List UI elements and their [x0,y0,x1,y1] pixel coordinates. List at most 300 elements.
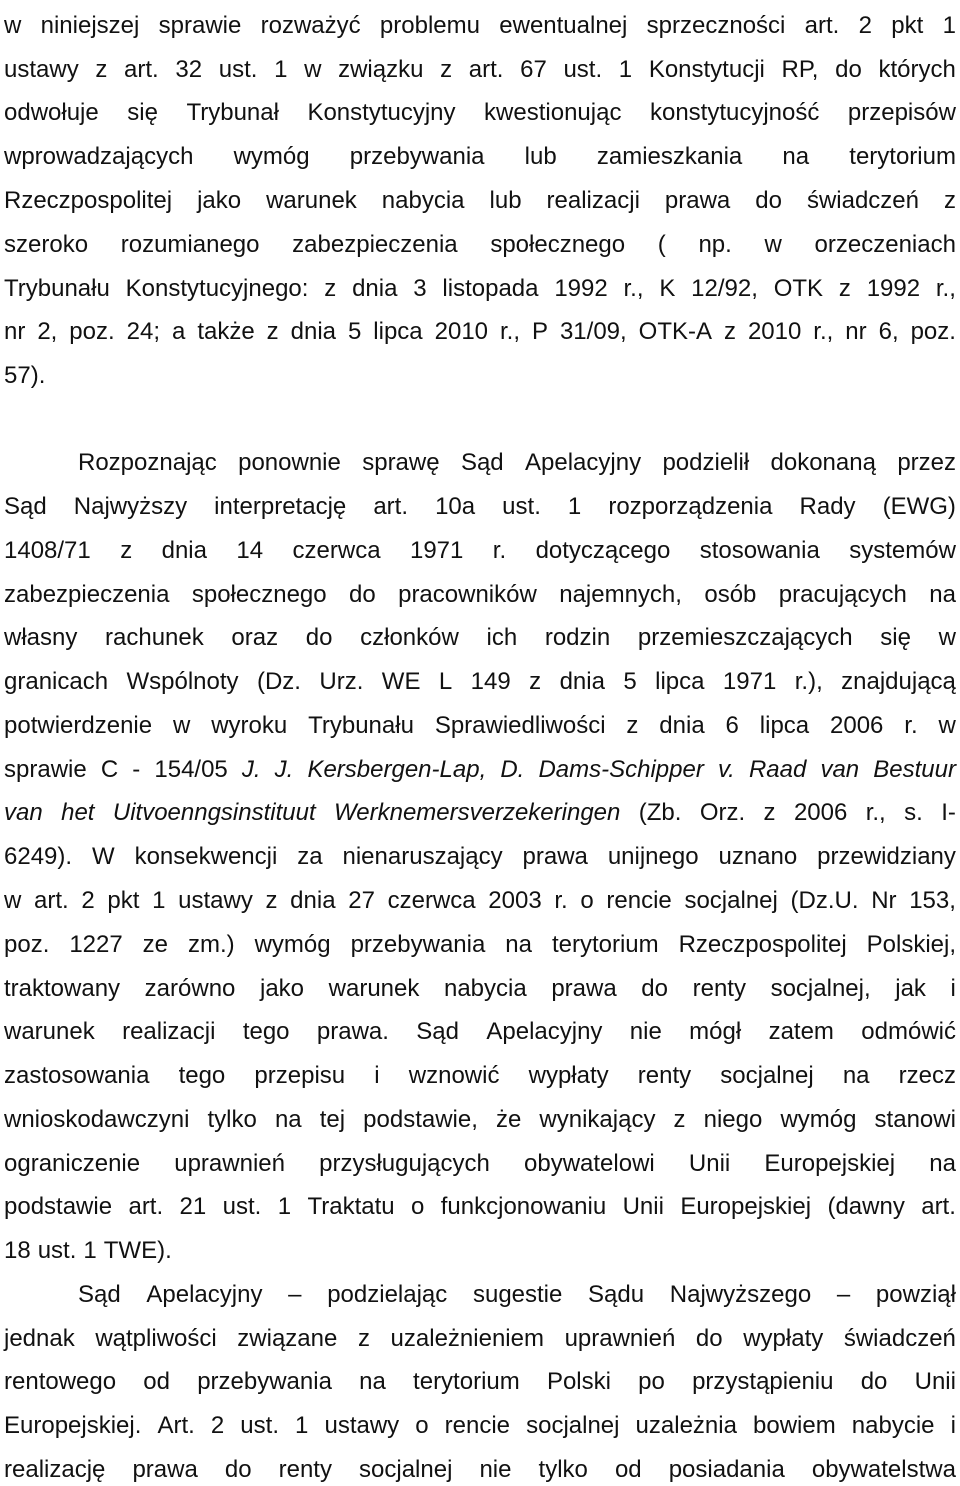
word: lub [489,187,522,214]
word: do [695,1325,723,1352]
word: het [61,799,95,826]
word: Sąd [4,493,47,520]
word: – [288,1281,302,1308]
word: Rady [799,493,856,520]
word: 6, [878,318,899,345]
word: w [938,712,956,739]
text-line [4,1148,956,1180]
word: z [838,275,851,302]
word: 2006 [830,712,884,739]
word: dnia [290,318,336,345]
word: podstawie [4,1193,113,1220]
word: szeroko [4,231,89,258]
word: Werknemersverzekeringen [334,799,621,826]
word: podzielił [662,449,750,476]
text-line [4,141,956,173]
word: przebywania [349,143,485,170]
word: warunek [328,975,420,1002]
word: jako [260,975,305,1002]
word: granicach [4,668,109,695]
word: - [132,756,141,783]
word: prawa. [316,1018,389,1045]
word: 27 [348,887,375,914]
word: ust. [37,1237,77,1264]
word: z [95,56,108,83]
word: tej [319,1106,346,1133]
word: kwestionując [484,99,622,126]
word: na [842,1062,870,1089]
word: Trybunału [308,712,414,739]
word: unijnego [607,843,699,870]
word: Dams-Schipper [538,756,704,783]
word: jak [895,975,926,1002]
word: (dawny [827,1193,905,1220]
word: prawa [664,187,731,214]
word: ust. [218,56,258,83]
word: Bestuur [873,756,956,783]
word: także [197,318,255,345]
text-line [4,579,956,611]
word: J. [241,756,261,783]
word: wnioskodawczyni [4,1106,190,1133]
word: van [4,799,43,826]
word: związane [237,1325,338,1352]
word: ( [657,231,666,258]
word: nabycia [381,187,465,214]
text-line [4,797,956,829]
word: poz. [4,931,50,958]
word: 2 [210,1412,225,1439]
word: r. [492,537,507,564]
word: ewentualnej [499,12,628,39]
text-line [4,1410,956,1442]
word: powziął [875,1281,956,1308]
word: pkt [891,12,924,39]
word: ustawy [178,887,253,914]
word: Rzeczpospolitej [678,931,847,958]
word: w [938,624,956,651]
word: art. [468,56,504,83]
word: WE [381,668,421,695]
word: lipca [373,318,423,345]
word: mógł [689,1018,742,1045]
word: jednak [4,1325,75,1352]
word: TWE). [103,1237,172,1264]
word: obywatelstwa [811,1456,956,1483]
word: dotyczącego [535,537,671,564]
word: osób [704,581,757,608]
word: C [100,756,119,783]
word: lub [524,143,557,170]
word: tylko [207,1106,257,1133]
word: art. [373,493,408,520]
word: konsekwencji [134,843,278,870]
word: 10a [435,493,476,520]
word: Konstytucyjny [307,99,456,126]
text-line [4,1235,956,1267]
text-line [4,841,956,873]
word: do [641,975,668,1002]
word: z [673,1106,686,1133]
word: nr [845,318,867,345]
word: ograniczenie [4,1150,141,1177]
word: rencie [444,1412,511,1439]
word: wynikający [539,1106,656,1133]
word: 2010 [747,318,802,345]
word: o [415,1412,429,1439]
word: Kersbergen-Lap, [307,756,487,783]
word: r.), [794,668,823,695]
word: art. [128,1193,164,1220]
word: dnia [659,712,705,739]
word: wymóg [254,931,331,958]
word: W [91,843,115,870]
word: i [374,1062,380,1089]
word: traktowany [4,975,121,1002]
word: 5 [623,668,637,695]
word: warunek [266,187,357,214]
word: Unii [914,1368,956,1395]
word: r., [623,275,644,302]
word: rencie [606,887,672,914]
word: 1 [83,1237,97,1264]
word: ustawy [324,1412,400,1439]
word: 1227 [69,931,123,958]
word: jako [197,187,242,214]
word: sprawie [158,12,242,39]
word: interpretację [214,493,347,520]
word: rodzin [544,624,611,651]
word: ust. [563,56,603,83]
word: realizacji [546,187,640,214]
word: przebywania [197,1368,332,1395]
word: realizacji [122,1018,216,1045]
text-line [4,929,956,961]
word: do [224,1456,252,1483]
word: np. [698,231,732,258]
word: 1 [152,887,166,914]
word: ust. [502,493,541,520]
word: 1 [274,56,288,83]
word: Sądu [588,1281,645,1308]
text-line [78,1279,956,1311]
word: w [304,56,322,83]
word: ze [142,931,169,958]
word: v. [717,756,735,783]
word: r., [499,318,520,345]
text-line [4,97,956,129]
word: z [943,187,956,214]
word: podstawie, [363,1106,478,1133]
word: ustawy [4,56,79,83]
word: z [266,318,279,345]
word: art. [804,12,840,39]
word: 18 [4,1237,31,1264]
text-line [4,666,956,698]
word: za [297,843,323,870]
word: Europejskiej [680,1193,812,1220]
word: których [878,56,956,83]
word: zatem [768,1018,834,1045]
word: konstytucyjność [649,99,820,126]
text-line [4,185,956,217]
word: przepisów [847,99,956,126]
text-line [4,316,956,348]
word: terytorium [551,931,659,958]
word: terytorium [849,143,956,170]
text-line [78,447,956,479]
word: na [505,931,532,958]
word: zamieszkania [596,143,743,170]
word: najemnych, [559,581,682,608]
word: dnia [352,275,398,302]
word: 1 [295,1412,309,1439]
word: wprowadzających [4,143,194,170]
word: Sąd [78,1281,121,1308]
word: od [614,1456,642,1483]
word: (EWG) [882,493,956,520]
word: własny [4,624,78,651]
word: (Dz. [256,668,301,695]
word: 3 [413,275,427,302]
word: i [950,975,956,1002]
word: od [143,1368,170,1395]
word: Orz. [699,799,746,826]
word: 21 [179,1193,207,1220]
word: rozumianego [120,231,260,258]
word: terytorium [413,1368,520,1395]
word: Raad [748,756,807,783]
word: się [127,99,158,126]
word: zastosowania [4,1062,150,1089]
word: art. [124,56,159,83]
word: a [171,318,186,345]
word: w [4,887,22,914]
word: Rozpoznając [78,449,217,476]
text-line [4,273,956,305]
word: na [782,143,810,170]
word: w [4,12,22,39]
text-line [4,491,956,523]
word: realizację [4,1456,106,1483]
word: do [860,1368,888,1395]
word: na [359,1368,386,1395]
word: Najwyższy [73,493,188,520]
word: ich [486,624,518,651]
word: r., [865,799,886,826]
word: po [638,1368,665,1395]
word: 1 [567,493,582,520]
text-line [4,360,956,392]
word: renty [278,1456,332,1483]
text-line [4,1016,956,1048]
word: D. [500,756,525,783]
word: Apelacyjny [486,1018,603,1045]
word: świadczeń [806,187,919,214]
word: świadczeń [843,1325,956,1352]
word: I- [941,799,956,826]
word: sprawie [4,756,87,783]
word: socjalnej [720,1062,814,1089]
word: z [120,537,133,564]
word: podzielając [327,1281,448,1308]
word: Polskiej, [866,931,956,958]
word: 1992 [866,275,921,302]
word: związku [338,56,424,83]
text-line [4,535,956,567]
word: 2006 [793,799,848,826]
word: (Dz.U. [790,887,859,914]
word: czerwca [292,537,381,564]
word: nabycie [851,1412,935,1439]
word: sugestie [472,1281,563,1308]
word: K [659,275,676,302]
word: 32 [175,56,203,83]
word: Sąd [416,1018,459,1045]
word: (Zb. [638,799,682,826]
word: renty [692,975,746,1002]
word: do [349,581,376,608]
word: 149 [470,668,511,695]
word: 57). [4,362,46,389]
word: posiadania [668,1456,785,1483]
word: o [411,1193,425,1220]
word: tego [178,1062,226,1089]
word: do [755,187,782,214]
word: Sprawiedliwości [434,712,606,739]
word: s. [904,799,923,826]
word: L [438,668,453,695]
word: OTK-A [638,318,712,345]
word: prawa [132,1456,198,1483]
word: przystąpieniu [692,1368,834,1395]
word: z [265,887,278,914]
word: 1408/71 [4,537,91,564]
word: i [950,1412,956,1439]
word: Unii [622,1193,664,1220]
word: uznano [718,843,798,870]
word: nabycia [443,975,527,1002]
word: Sąd [460,449,504,476]
word: Konstytucji [648,56,765,83]
word: 6249). [4,843,73,870]
text-line [4,1104,956,1136]
word: poz. [910,318,956,345]
word: odmówić [861,1018,956,1045]
word: r., [935,275,956,302]
word: ust. [240,1412,279,1439]
word: Europejskiej. [4,1412,142,1439]
word: rozważyć [260,12,361,39]
word: Polski [546,1368,611,1395]
text-line [4,1060,956,1092]
word: Art. [157,1412,195,1439]
word: socjalnej [526,1412,620,1439]
word: uprawnień [564,1325,676,1352]
word: Uitvoenngsinstituut [112,799,316,826]
word: nie [629,1018,662,1045]
text-line [4,1366,956,1398]
word: 1992 [554,275,608,302]
word: znajdującą [841,668,956,695]
word: funkcjonowaniu [440,1193,607,1220]
text-line [4,754,956,786]
word: 24; [126,318,161,345]
word: 1 [942,12,956,39]
word: socjalnej [359,1456,453,1483]
word: Traktatu [307,1193,395,1220]
word: przysługujących [319,1150,490,1177]
word: Najwyższego [669,1281,812,1308]
word: r. [904,712,918,739]
word: niniejszej [40,12,140,39]
word: art. [921,1193,956,1220]
word: sprawę [362,449,440,476]
word: Trybunał [186,99,279,126]
word: dnia [290,887,336,914]
word: stanowi [874,1106,956,1133]
word: z [324,275,337,302]
word: społecznego [490,231,626,258]
word: tylko [538,1456,588,1483]
text-line [4,973,956,1005]
word: 6 [725,712,739,739]
word: RP, [781,56,819,83]
word: 1 [277,1193,292,1220]
word: wypłaty [528,1062,609,1089]
word: wymóg [233,143,310,170]
word: czerwca [387,887,476,914]
word: lipca [759,712,810,739]
word: wątpliwości [95,1325,217,1352]
word: przepisu [254,1062,346,1089]
word: prawa [522,843,588,870]
word: socjalnej, [770,975,871,1002]
word: odwołuje [4,99,99,126]
word: z [763,799,776,826]
word: Apelacyjny [146,1281,263,1308]
word: 1971 [409,537,464,564]
word: przebywania [350,931,486,958]
word: w [764,231,782,258]
word: J. [274,756,294,783]
word: w [172,712,191,739]
word: na [929,1150,956,1177]
word: 67 [520,56,547,83]
word: uzależnia [635,1412,737,1439]
word: do [835,56,862,83]
word: z [626,712,639,739]
word: dnia [161,537,207,564]
word: że [495,1106,522,1133]
word: rentowego [4,1368,117,1395]
word: socjalnej [684,887,778,914]
word: z [529,668,542,695]
word: 1 [618,56,633,83]
word: systemów [849,537,956,564]
word: poz. [69,318,115,345]
word: rachunek [105,624,204,651]
word: bowiem [753,1412,836,1439]
word: art. [34,887,69,914]
word: problemu [379,12,480,39]
word: lipca [655,668,705,695]
text-line [4,10,956,42]
word: na [929,581,956,608]
word: dokonaną [770,449,876,476]
word: z [357,1325,370,1352]
word: nienaruszający [342,843,503,870]
